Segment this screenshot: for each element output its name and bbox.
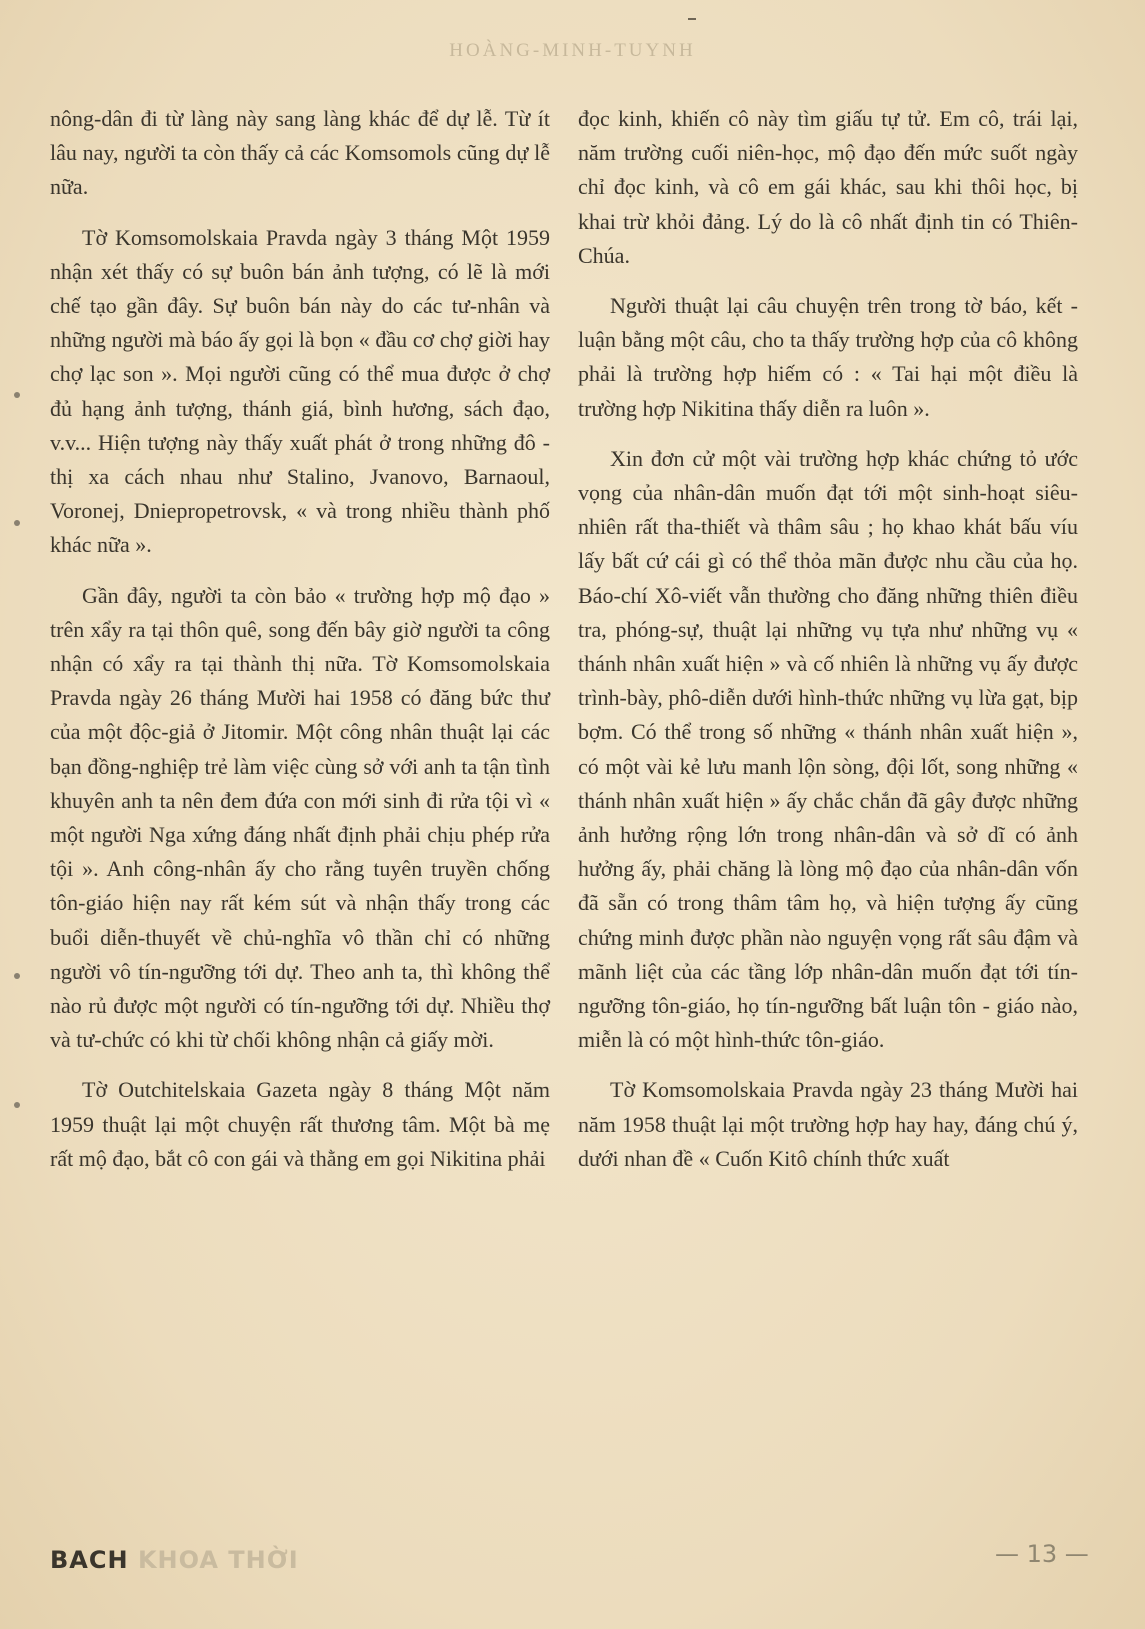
paragraph: Người thuật lại câu chuyện trên trong tờ báo, kết - luận bằng một câu, cho ta thấy trường hợp của cô không phải là trường hợp hiếm có : « Tai hại một điều là trường hợp Nikitina thấy diễn ra luôn ». (578, 293, 1078, 421)
publication-footer (50, 1546, 299, 1574)
margin-blemish (14, 520, 20, 526)
margin-blemish (14, 392, 20, 398)
paragraph: Tờ Komsomolskaia Pravda ngày 3 tháng Một 1959 nhận xét thấy có sự buôn bán ảnh tượng, có lẽ là mới chế tạo gần đây. Sự buôn bán này do các tư-nhân và những người mà báo ấy gọi là bọn « đầu cơ chợ giời hay chợ lạc son ». Mọi người cũng có thể mua được ở chợ đủ hạng ảnh tượng, thánh giá, bình hương, sách đạo, v.v... Hiện tượng này thấy xuất phát ở trong những đô - thị xa cách nhau như Stalino, Jvanovo, Barnaoul, Voronej, Dniepropetrovsk, « và trong nhiều thành phố khác nữa ». (50, 224, 550, 558)
paragraph: Xin đơn cử một vài trường hợp khác chứng tỏ ước vọng của nhân-dân muốn đạt tới một sinh-hoạt siêu-nhiên rất tha-thiết và thâm sâu ; họ khao khát bấu víu lấy bất cứ cái gì có thể thỏa mãn được nhu cầu của họ. Báo-chí Xô-viết vẫn thường cho đăng những thiên điều tra, phóng-sự, thuật lại những vụ tựa như những vụ « thánh nhân xuất hiện » và cố nhiên là những vụ ấy được trình-bày, phô-diễn dưới hình-thức những vụ lừa gạt, bịp bợm. Có thể trong số những « thánh nhân xuất hiện », có một vài kẻ lưu manh lộn sòng, đội lốt, song những « thánh nhân xuất hiện » ấy chắc chắn đã gây được những ảnh hưởng rộng lớn trong nhân-dân và sở dĩ có ảnh hưởng ấy, phải chăng là lòng mộ đạo của nhân-dân vốn đã sẵn có trong thâm tâm họ, và hiện tượng ấy cũng chứng minh được phần nào nguyện vọng rất sâu đậm và mãnh liệt của các tầng lớp nhân-dân muốn đạt tới tín-ngưỡng tôn-giáo, họ tín-ngưỡng bất luận tôn - giáo nào, miễn là có một hình-thức tôn-giáo. (578, 445, 1078, 1053)
paragraph: nông-dân đi từ làng này sang làng khác để dự lễ. Từ ít lâu nay, người ta còn thấy cả các Komsomols cũng dự lễ nữa. (50, 106, 550, 200)
publication-name-faded: KHOA THỜI (137, 1546, 299, 1574)
right-column (578, 102, 1078, 1192)
paragraph: Tờ Komsomolskaia Pravda ngày 23 tháng Mười hai năm 1958 thuật lại một trường hợp hay hay, đáng chú ý, dưới nhan đề « Cuốn Kitô chính thức xuất (578, 1077, 1078, 1171)
publication-name-bold: BACH (50, 1546, 129, 1574)
paragraph: Tờ Outchitelskaia Gazeta ngày 8 tháng Một năm 1959 thuật lại một chuyện rất thương tâm. Một bà mẹ rất mộ đạo, bắt cô con gái và thằng em gọi Nikitina phải (50, 1077, 550, 1171)
left-column (50, 102, 550, 1192)
running-header: HOÀNG-MINH-TUYNH (449, 40, 696, 61)
margin-blemish (14, 973, 20, 979)
print-mark (688, 18, 696, 20)
page-number: — 13 — (995, 1540, 1089, 1568)
margin-blemish (14, 1102, 20, 1108)
paragraph: đọc kinh, khiến cô này tìm giấu tự tử. Em cô, trái lại, năm trường cuối niên-học, mộ đạo đến mức suốt ngày chỉ đọc kinh, và cô em gái khác, sau khi thôi học, bị khai trừ khỏi đảng. Lý do là cô nhất định tin có Thiên-Chúa. (578, 106, 1078, 268)
paragraph: Gần đây, người ta còn bảo « trường hợp mộ đạo » trên xẩy ra tại thôn quê, song đến bây giờ người ta công nhận có xẩy ra tại thành thị nữa. Tờ Komsomolskaia Pravda ngày 26 tháng Mười hai 1958 có đăng bức thư của một độc-giả ở Jitomir. Một công nhân thuật lại các bạn đồng-nghiệp trẻ làm việc cùng sở với anh ta tận tình khuyên anh ta nên đem đứa con mới sinh đi rửa tội vì « một người Nga xứng đáng nhất định phải chịu phép rửa tội ». Anh công-nhân ấy cho rằng tuyên truyền chống tôn-giáo hiện nay rất kém sút và nhận thấy trong các buổi diễn-thuyết về chủ-nghĩa vô thần chỉ có những người vô tín-ngưỡng tới dự. Theo anh ta, thì không thể nào rủ được một người có tín-ngưỡng tới dự. Nhiều thợ và tư-chức có khi từ chối không nhận cả giấy mời. (50, 582, 550, 1053)
